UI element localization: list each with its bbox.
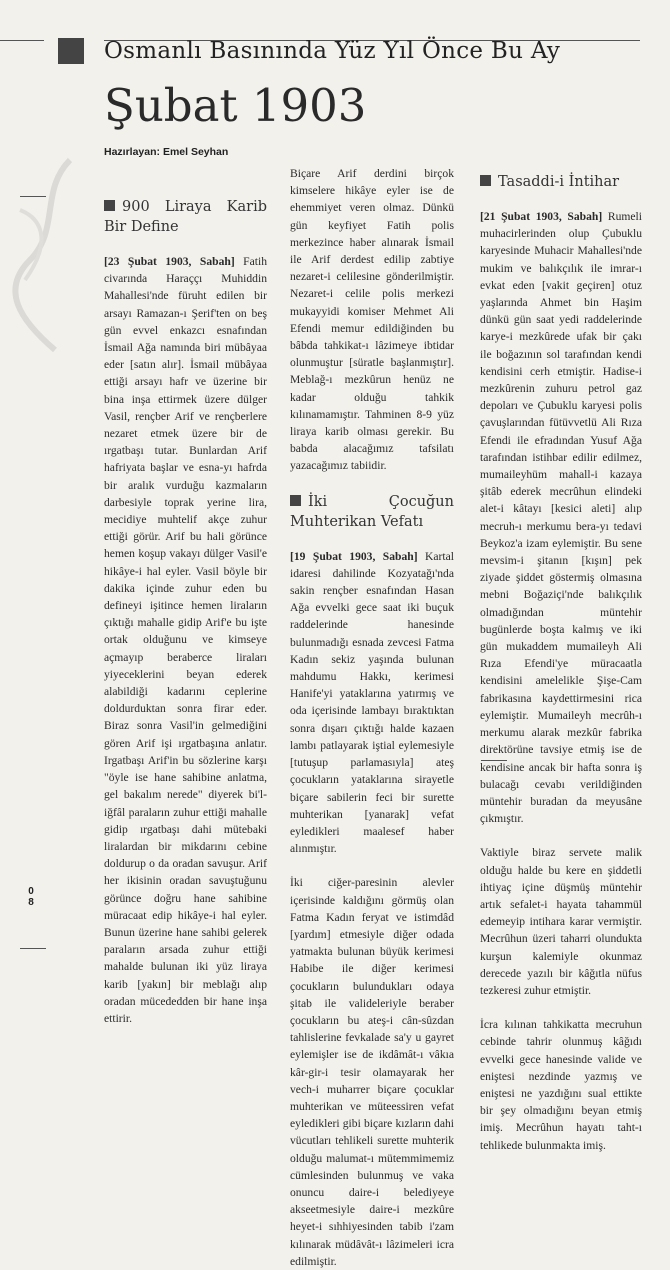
article-1-paragraph-1: [23 Şubat 1903, Sabah] Fatih civarında Haraççı Muhiddin Mahallesi'nde füruht edilen bir arsayı Ramazan-ı Şerif'ten on beş gün evvel enkazcı esnafından İsmail Ağa namında biri mübâyaa eder [satın alır]. İsmail mübâyaa ettiği arsayı hafr ve üzerine bir bina inşa ettirmek üzere dülger Vasil, rençber Arif ve rençberlere nezaret etmek üzere bir de ırgatbaşı tutar. Bunlardan Arif hafriyata başlar ve esna-yı hafrda bir aralık vurduğu kazmaların darbesiyle toprak yerine lira, mecidiye muhtelif akçe zuhur ettiği görür. Arif bu hali görünce hemen koşup vakayı dülger Vasil'e hikâye-i hal eyler. Vasil böyle bir dakika içinde zuhur eden bu defineyi işitince hemen liraların çıktığı mahalle gidip Arif'e bu işte ortak olduğunu ve kimseye açmayıp beraberce liraları yiyeceklerini beyan ederek alabildiği kadarını ceplerine doldurduktan sonra firar eder. Biraz sonra Vasil'in gelmediğini gören Arif işi ırgatbaşına anlatır. Irgatbaşı Arif'in bu sözlerine karşı "öyle ise hane sahibine anlatma, gel bakalım nerede" diyerek bi'l-iğfâl paraların zuhur ettiği mahalle gidip ırgatbaşı dahi mütebaki liralardan bir mikdarını cebine doldurup o da oradan savuşur. Arif her ikisinin oradan savuştuğunu görünce doğru hane sahibine müracaat edip hikâye-i hal eyler. Bunun üzerine hane sahibi gelerek paraların arsada zuhur ettiği mahalde bulunan iki yüz liraya karib [yakın] bir meblağı alıp oradan mücededden bir hane inşa ettirir. [104, 255, 267, 1025]
article-3-dateline: [21 Şubat 1903, Sabah] [480, 210, 603, 223]
article-1-dateline: [23 Şubat 1903, Sabah] [104, 255, 235, 268]
article-3-paragraph-1: [21 Şubat 1903, Sabah] Rumeli muhacirlerinden olup Çubuklu karyesinde Muhacir Mahallesi'nde mukim ve balıkçılık ile imrar-ı evkat eden [vakit geçiren] otuz yaşlarında Ahmet bin Haşim dünkü gün saat yedi raddelerinde karye-i mezkûrede ufak bir çakı ile boğazının sol tarafından kendi kendisini cerh etmiştir. Hadise-i mezkûrenin zuhuru petrol gaz depoları ve Çubuklu karyesi polis çavuşlarından fütüvvetlü Ali Rıza Efendi ile efradından Yusuf Ağa tarafından istihbar edilir edilmez, mumaileyhüm mahall-i kazaya şitâb ederek mecrûhun elindeki alet-i kâtayı [kesici aleti] alıp mecruh-ı merkumu bera-yı tedavi Beykoz'a izam eylemiştir. Bu sene mevsim-i şitanın [kışın] pek ziyade şiddet göstermiş olmasına mebni Boğaziçi'nde balıkçılık olmadığından müntehir bugünlerde boşta kalmış ve iki gün mukaddem mumaileyh Ali Rıza Efendi'ye müracaatla kendisini amelelikle Şişe-Cam fabrikasına kaydettirmesini rica eylemiştir. Mumaileyh mecrûh-ı merkumu alarak mezkûr fabrika direktörüne tavsiye etmiş ise de kendisine ancak bir hafta sonra iş bulacağı cevabı verildiğinden müntehir buradan da meyusâne çıkmıştır. [480, 210, 642, 826]
series-title: Osmanlı Basınında Yüz Yıl Önce Bu Ay [104, 38, 561, 64]
article-2-heading: İki Çocuğun Muhterikan Vefatı [290, 493, 454, 530]
header-square [58, 38, 84, 64]
article-3-heading: Tasaddi-i İntihar [480, 172, 642, 192]
column-2 [290, 165, 454, 1270]
article-2-dateline: [19 Şubat 1903, Sabah] [290, 549, 418, 563]
article-1-paragraph-2-continued: Biçare Arif derdini birçok kimselere hikâye eyler ise de ehemmiyet veren olmaz. Dünkü gün keyfiyet Fatih polis merkezince haber alınarak İsmail ile Arif derdest edilip zabtiye nezaret-i celilesine gönderilmiştir. Nezaret-i celile polis merkezi mukayyidi komiser Mehmet Ali Efendi memur edildiğinden bu bâbda tahkikat-ı lâzimeye ibtidar olunmuştur [süratle başlanmıştır]. Meblağ-ı mezkûrun henüz ne kadar olduğu tahkik kılınamamıştır. Tahminen 8-9 yüz liraya karib olması gerekir. Bu babda alacağımız tafsilatı yazacağımız tabiidir. [290, 167, 454, 473]
byline: Hazırlayan: Emel Seyhan [104, 146, 229, 158]
bullet-square-icon [480, 175, 491, 186]
column-1 [104, 197, 267, 1044]
top-rule-left [0, 40, 44, 41]
article-3-paragraph-2: Vaktiyle biraz servete malik olduğu halde bu kere en şiddetli ihtiyaç içine düşmüş müntehir artık sefalet-i hayata tahammül edemeyip intihara karar vermiştir. Mecrûhun üzeri taharri olundukta kurşun kalemiyle okunmaz derecede yazılı bir kâğıtla nüfus tezkeresi zuhur etmiştir. [480, 846, 642, 997]
page-title: Şubat 1903 [104, 79, 367, 132]
article-2-paragraph-2: İki ciğer-paresinin alevler içerisinde kaldığını görmüş olan Fatma Kadın feryat ve istimdâd [yardım] etmesiyle diğer odada yatmakta bulunan büyük kerimesi Habibe ile diğer kerimesi çocukların bulundukları odaya şitab ile valideleriyle beraber çocukların bu ateş-i cân-sûzdan tahlislerine fevkalade sa'y u gayret eylemişler ise de ikdâmât-ı vâkıa kâr-gir-i tesir olamayarak her vech-i muharrer biçare çocuklar muhterikan ve müteessiren vefat eyledikleri gibi biçare kızların dahi vücutları tehlikeli surette muhterik olduğu malumat-ı mütemmimemiz cümlesinden bulunmuş ve vaka onuncu daire-i belediyeye akseetmesiyle daire-i mezkûre heyet-i sıhhiyesinden tabib i'zam kılınarak müdâvât-ı lâzimeleri icra edilmiştir. [290, 876, 454, 1268]
article-2-paragraph-1: [19 Şubat 1903, Sabah] Kartal idaresi dahilinde Kozyatağı'nda sakin rençber esnafından Hasan Ağa evvelki gece saat iki buçuk raddelerinde hanesinde bulunmadığı esnada zevcesi Fatma Kadın sekiz yaşında bulunan mahdumu Hakkı, kerimesi Hanife'yi yataklarına yatırmış ve oda içerisinde lambayı bıraktıktan sonra dışarı çıktığı halde kazaen lambı patlayarak iştial eylemesiyle [tutuşup parlamasıyla] ateş çocukların yataklarına sirayetle biçare sabilerin feci bir surette muhterikan [yanarak] vefat eyledikleri maalesef haber alınmıştır. [290, 549, 454, 856]
calligraphy-watermark-icon [0, 150, 95, 370]
page-number: 08 [28, 886, 34, 908]
column-3 [480, 172, 642, 1154]
bullet-square-icon [290, 495, 301, 506]
article-1-heading: 900 Liraya Karib Bir Define [104, 199, 267, 235]
bullet-square-icon [104, 200, 115, 211]
article-3-paragraph-3: İcra kılınan tahkikatta mecruhun cebinde tahrir olunmuş kâğıdı evvelki gece hanesinde valide ve eniştesi nezdinde yazmış ve eniştesi ne yazdığını sual ettikte bir şey olmadığını beyan etmiş imiş. Mecrûhun hayatı taht-ı tehlikede bulunmakta imiş. [480, 1018, 642, 1152]
bottom-rule-left [20, 948, 46, 949]
